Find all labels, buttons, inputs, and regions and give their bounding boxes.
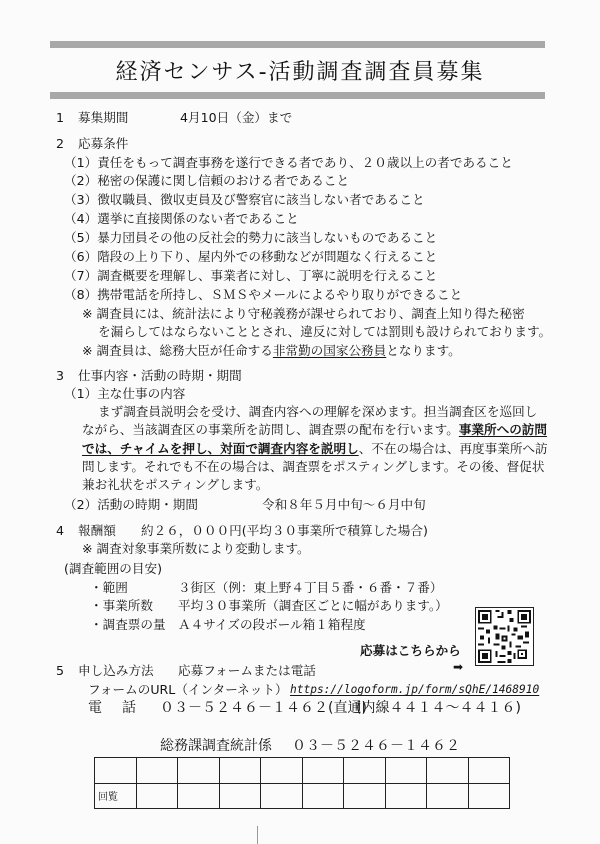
circulation-stamp-table bbox=[94, 757, 510, 809]
note-2-text: ※ 調査員は、総務大臣が任命する bbox=[82, 343, 273, 358]
guide-row-range-value: ３街区（例：東上野４丁目５番・６番・７番） bbox=[178, 580, 443, 595]
para-3-text: 、不在の場合は、再度事業所へ訪 bbox=[358, 441, 548, 456]
circulation-label-text: 回覧 bbox=[98, 792, 118, 804]
section-4-number: 4 bbox=[56, 523, 65, 538]
section-3-sub-2: （2）活動の時期・期間 bbox=[64, 497, 198, 512]
form-url-label: フォームのURL（インターネット） bbox=[88, 682, 288, 697]
circulation-label bbox=[95, 783, 137, 809]
phone-label: 電 話 bbox=[88, 700, 139, 716]
header-band-bottom bbox=[50, 92, 545, 99]
section-2 bbox=[56, 136, 128, 152]
section-3-para-line-4: 問します。それでも不在の場合は、調査票をポスティングします。その後、督促状 bbox=[82, 459, 545, 474]
section-3-para-line-3 bbox=[82, 441, 548, 457]
section-3 bbox=[56, 368, 242, 384]
section-3-sub-2-value: 令和８年５月中旬～６月中旬 bbox=[262, 497, 426, 512]
stamp-cell bbox=[136, 758, 178, 784]
section-3-sub-1: （1）主な仕事の内容 bbox=[64, 386, 186, 401]
condition-item: （8）携帯電話を所持し、ＳＭＳやメールによるやり取りができること bbox=[64, 287, 463, 302]
stamp-cell bbox=[219, 758, 261, 784]
stamp-cell bbox=[385, 783, 427, 809]
section-5-label: 申し込み方法 bbox=[78, 663, 154, 678]
qr-code[interactable] bbox=[475, 607, 534, 666]
stamp-cell bbox=[302, 783, 344, 809]
page-title: 経済センサス‐活動調査調査員募集 bbox=[115, 60, 485, 85]
section-4 bbox=[56, 523, 116, 539]
section-3-label: 仕事内容・活動の時期・期間 bbox=[78, 368, 242, 383]
section-2-number: 2 bbox=[56, 136, 65, 151]
stamp-cell bbox=[468, 783, 510, 809]
stamp-cell bbox=[178, 783, 220, 809]
condition-note-2 bbox=[82, 343, 461, 359]
section-3-para-line-5: 兼お礼状をポスティングします。 bbox=[82, 477, 269, 492]
stamp-cell bbox=[95, 758, 137, 784]
section-5 bbox=[56, 663, 154, 679]
section-5-value: 応募フォームまたは電話 bbox=[178, 663, 316, 678]
note-2-tail: となります。 bbox=[386, 343, 461, 358]
section-4-guide: (調査範囲の目安) bbox=[64, 561, 162, 576]
para-2-emphasis: 事業所への訪問 bbox=[458, 422, 547, 437]
section-1 bbox=[56, 110, 128, 126]
guide-row-volume-key: ・調査票の量 bbox=[90, 617, 166, 632]
stamp-cell bbox=[344, 758, 386, 784]
section-3-number: 3 bbox=[56, 368, 65, 383]
condition-note-1a: ※ 調査員には、統計法により守秘義務が課せられており、調査上知り得た秘密 bbox=[82, 306, 525, 321]
guide-row-volume-value: Ａ４サイズの段ボール箱１箱程度 bbox=[178, 617, 366, 632]
condition-item: （7）調査概要を理解し、事業者に対し、丁寧に説明を行えること bbox=[64, 268, 438, 283]
section-3-para-line-2 bbox=[82, 422, 547, 438]
stamp-cell bbox=[178, 758, 220, 784]
stamp-row bbox=[95, 758, 510, 784]
stamp-cell bbox=[219, 783, 261, 809]
para-3-emphasis: では、チャイムを押し、対面で調査内容を説明し bbox=[82, 441, 359, 456]
note-2-underlined: 非常勤の国家公務員 bbox=[272, 343, 387, 358]
condition-item: （3）徴収職員、徴収吏員及び警察官に該当しない者であること bbox=[64, 192, 425, 207]
condition-item: （5）暴力団員その他の反社会的勢力に該当しないものであること bbox=[64, 230, 438, 245]
form-url-link[interactable]: https://logoform.jp/form/sQhE/1468910 bbox=[290, 683, 540, 696]
stamp-cell bbox=[136, 783, 178, 809]
stamp-cell bbox=[261, 758, 303, 784]
condition-item: （1）責任をもって調査事務を遂行できる者であり、２０歳以上の者であること bbox=[64, 155, 513, 170]
stamp-cell bbox=[261, 783, 303, 809]
section-1-label: 募集期間 bbox=[78, 110, 129, 125]
condition-item: （2）秘密の保護に関し信頼のおける者であること bbox=[64, 173, 350, 188]
stamp-cell bbox=[344, 783, 386, 809]
section-4-note: ※ 調査対象事業所数により変動します。 bbox=[82, 541, 310, 556]
apply-here-label: 応募はこちらから bbox=[360, 643, 461, 658]
stamp-cell bbox=[302, 758, 344, 784]
fold-mark bbox=[257, 826, 258, 844]
stamp-cell bbox=[385, 758, 427, 784]
section-4-label: 報酬額 bbox=[78, 523, 116, 538]
guide-row-range-key: ・範囲 bbox=[90, 580, 128, 595]
stamp-row bbox=[95, 783, 510, 809]
stamp-cell bbox=[468, 758, 510, 784]
footer-phone: ０３－５２４６－１４６２ bbox=[292, 738, 460, 754]
header-band-top bbox=[50, 41, 545, 48]
condition-item: （4）選挙に直接関係のない者であること bbox=[64, 211, 299, 226]
stamp-cell bbox=[427, 758, 469, 784]
guide-row-offices-key: ・事業所数 bbox=[90, 598, 153, 613]
section-4-value: 約２６，０００円(平均３０事業所で積算した場合) bbox=[141, 523, 428, 538]
section-1-number: 1 bbox=[56, 110, 65, 125]
condition-note-1b: を漏らしてはならないこととされ、違反に対しては罰則も設けられております。 bbox=[98, 324, 552, 339]
footer-dept: 総務課調査統計係 bbox=[160, 738, 272, 754]
section-1-value: 4月10日（金）まで bbox=[180, 110, 293, 125]
condition-item: （6）階段の上り下り、屋内外での移動などが問題なく行えること bbox=[64, 249, 438, 264]
section-3-para-line-1: まず調査員説明会を受け、調査内容への理解を深めます。担当調査区を巡回し bbox=[98, 404, 538, 419]
section-5-number: 5 bbox=[56, 663, 65, 678]
phone-number: ０３－５２４６－１４６２(直通) bbox=[160, 700, 367, 716]
para-2-text: ながら、当該調査区の事業所を訪問し、調査票の配布を行います。 bbox=[82, 422, 459, 437]
arrow-right-icon: ➡ bbox=[453, 660, 464, 674]
guide-row-offices-value: 平均３０事業所（調査区ごとに幅があります。） bbox=[178, 598, 448, 613]
phone-extension: (内線４４１４～４４１６) bbox=[356, 700, 521, 716]
stamp-cell bbox=[427, 783, 469, 809]
section-2-label: 応募条件 bbox=[78, 136, 129, 151]
